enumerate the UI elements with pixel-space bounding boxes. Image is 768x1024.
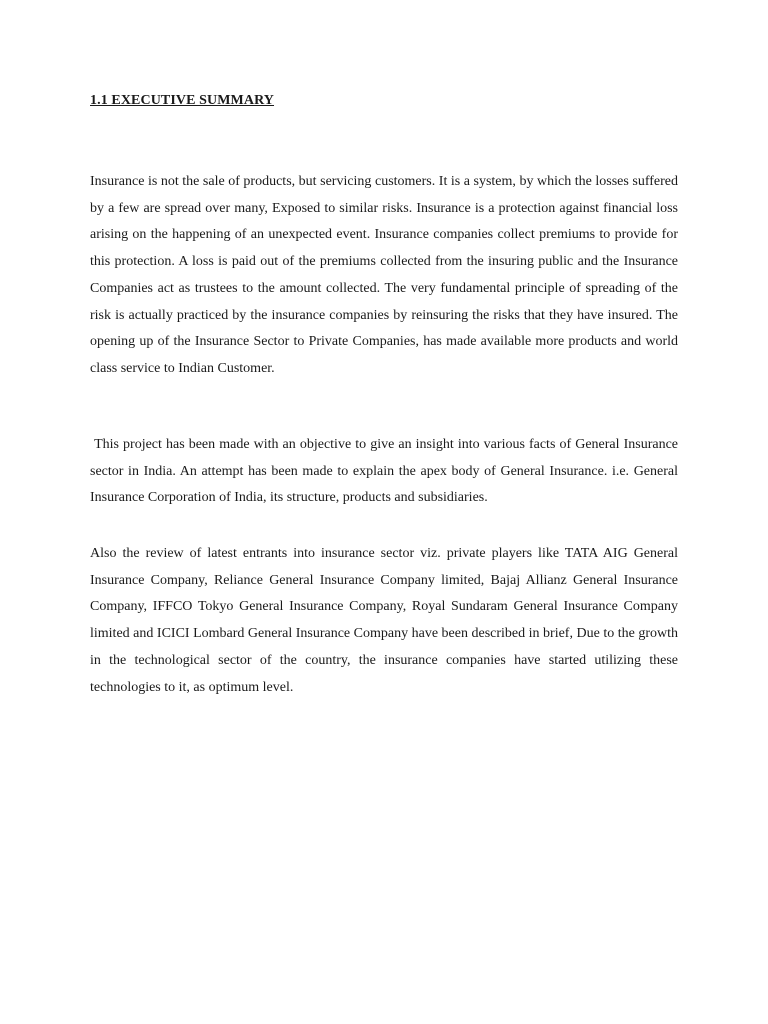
paragraph-objective: This project has been made with an objective to give an insight into various facts of General Insurance sector in India. An attempt has been made to explain the apex body of General Insurance. i.e. General Insurance Corporation of India, its structure, products and subsidiaries. <box>90 437 682 506</box>
paragraph-review: Also the review of latest entrants into insurance sector viz. private players like TATA AIG General Insurance Company, Reliance General Insurance Company limited, Bajaj Allianz General Insurance Company, IFFCO Tokyo General Insurance Company, Royal Sundaram General Insurance Company limited and ICICI Lombard General Insurance Company have been described in brief, Due to the growth in the technological sector of the country, the insurance companies have started utilizing these technologies to it, as optimum level. <box>90 546 678 695</box>
section-heading: 1.1 EXECUTIVE SUMMARY <box>90 93 275 108</box>
paragraph-intro: Insurance is not the sale of products, but servicing customers. It is a system, by which the losses suffered by a few are spread over many, Exposed to similar risks. Insurance is a protection against financial loss arising on the happening of an unexpected event. Insurance companies collect premiums to provide for this protection. A loss is paid out of the premiums collected from the insuring public and the Insurance Companies act as trustees to the amount collected. The very fundamental principle of spreading of the risk is actually practiced by the insurance companies by reinsuring the risks that they have insured. The opening up of the Insurance Sector to Private Companies, has made available more products and world class service to Indian Customer. <box>90 174 678 376</box>
